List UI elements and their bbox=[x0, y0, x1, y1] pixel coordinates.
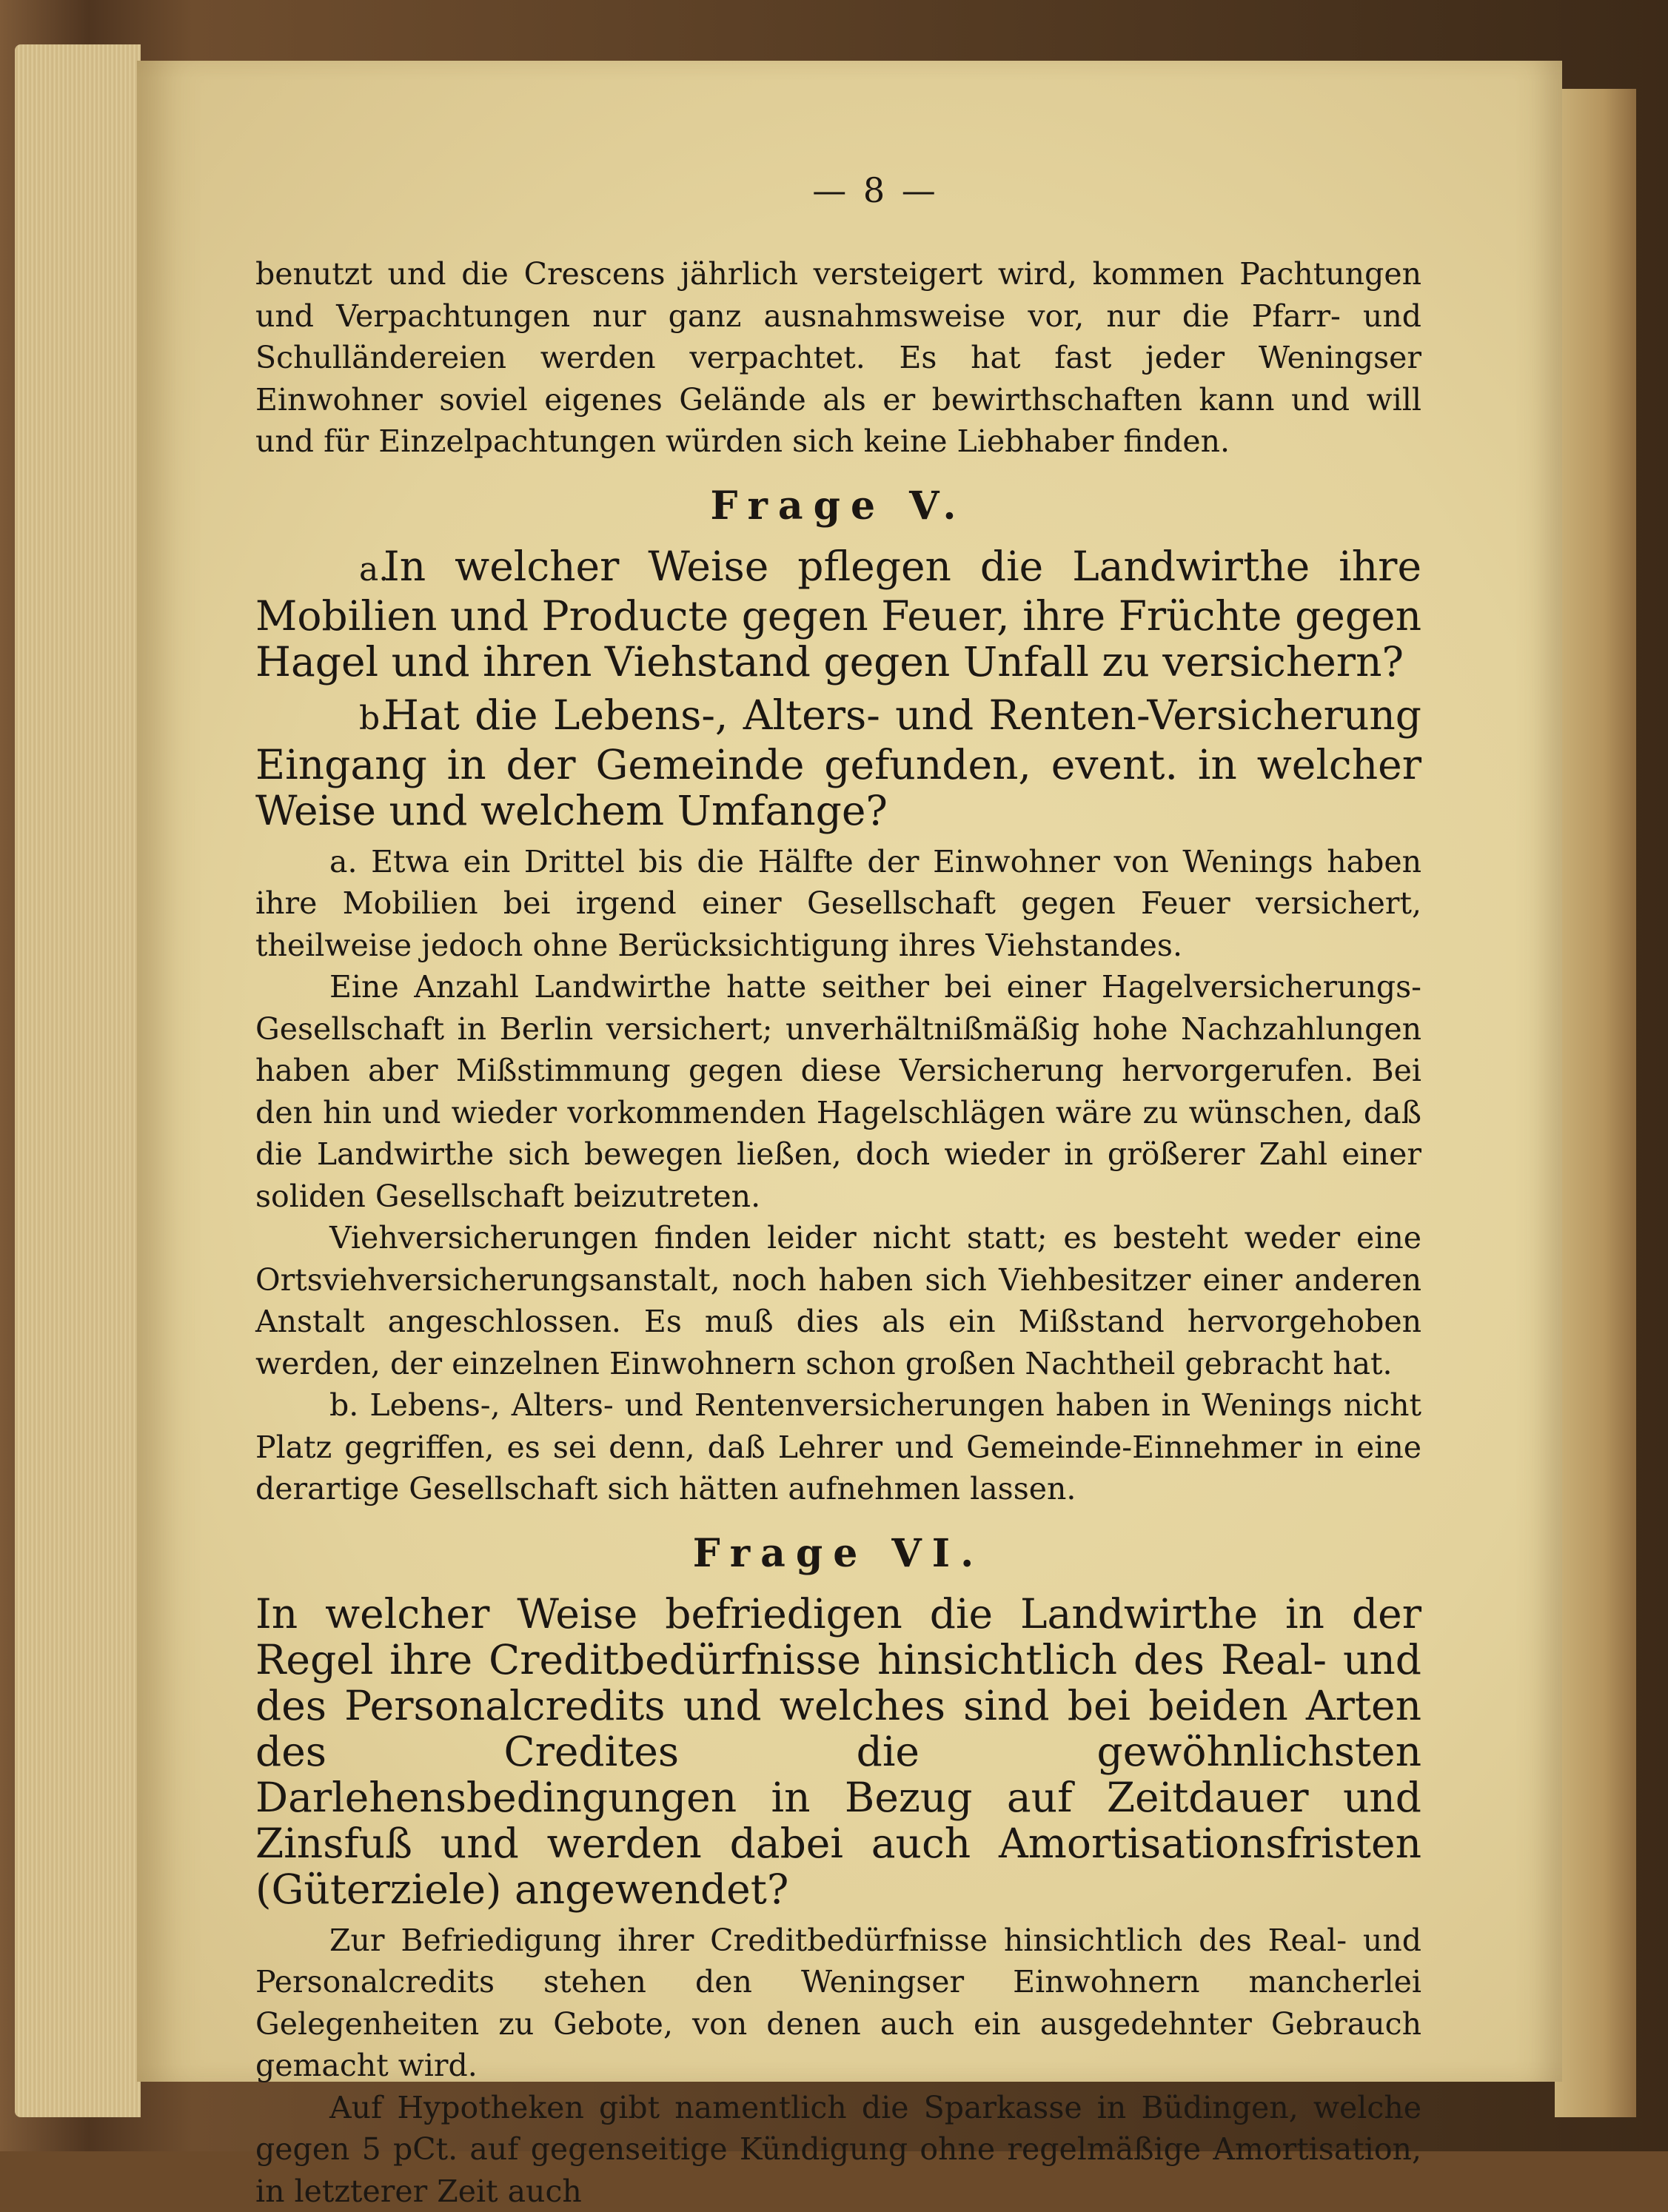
frage-v-question-a bbox=[255, 543, 1421, 685]
answer-b-paragraph bbox=[255, 1384, 1421, 1510]
answer-a-paragraph-3: Viehversicherungen finden leider nicht statt; es besteht weder eine Ortsviehversicherungsanstalt, noch haben sich Viehbesitzer einer anderen Anstalt angeschlossen. Es muß dies als ein Mißstand hervorgehoben werden, der einzelnen Einwohnern schon großen Nachtheil gebracht hat. bbox=[255, 1217, 1421, 1384]
question-a-label: a. bbox=[307, 547, 370, 593]
answer-a-paragraph bbox=[255, 841, 1421, 967]
question-b-text: Hat die Lebens-, Alters- und Renten-Versicherung Eingang in der Gemeinde gefunden, event. in welcher Weise und welchem Umfange? bbox=[255, 691, 1421, 834]
left-page-stack bbox=[15, 44, 141, 2117]
answer-a-text: Etwa ein Drittel bis die Hälfte der Einwohner von Wenings haben ihre Mobilien bei irgend einer Gesellschaft gegen Feuer versichert, theilweise jedoch ohne Berücksichtigung ihres Viehstandes. bbox=[255, 844, 1421, 963]
right-page-edge bbox=[1555, 89, 1636, 2117]
answer-a-label: a. bbox=[329, 844, 357, 879]
answer-b-text: Lebens-, Alters- und Rentenversicherungen haben in Wenings nicht Platz gegriffen, es sei denn, daß Lehrer und Gemeinde-Einnehmer in eine derartige Gesellschaft sich hätten aufnehmen lassen. bbox=[255, 1387, 1421, 1506]
frage-vi-heading: Frage VI. bbox=[255, 1531, 1421, 1576]
frage-vi-answer-2: Auf Hypotheken gibt namentlich die Sparkasse in Büdingen, welche gegen 5 pCt. auf gegenseitige Kündigung ohne regelmäßige Amortisation, in letzterer Zeit auch bbox=[255, 2087, 1421, 2212]
answer-a-paragraph-2: Eine Anzahl Landwirthe hatte seither bei einer Hagelversicherungs-Gesellschaft in Berlin versichert; unverhältnißmäßig hohe Nachzahlungen haben aber Mißstimmung gegen diese Versicherung hervorgerufen. Bei den hin und wieder vorkommenden Hagelschlägen wäre zu wünschen, daß die Landwirthe sich bewegen ließen, doch wieder in größerer Zahl einer soliden Gesellschaft beizutreten. bbox=[255, 966, 1421, 1217]
page-number: — 8 — bbox=[329, 170, 1421, 210]
frage-v-question-b bbox=[255, 692, 1421, 834]
question-b-label: b. bbox=[307, 696, 370, 742]
answer-b-label: b. bbox=[329, 1387, 358, 1423]
intro-paragraph: benutzt und die Crescens jährlich versteigert wird, kommen Pachtungen und Verpachtungen nur ganz ausnahmsweise vor, nur die Pfarr- und Schulländereien werden verpachtet. Es hat fast jeder Weningser Einwohner soviel eigenes Gelände als er bewirthschaften kann und will und für Einzelpachtungen würden sich keine Liebhaber finden. bbox=[255, 253, 1421, 463]
frage-vi-answer-1: Zur Befriedigung ihrer Creditbedürfnisse hinsichtlich des Real- und Personalcredits stehen den Weningser Einwohnern mancherlei Gelegenheiten zu Gebote, von denen auch ein ausgedehnter Gebrauch gemacht wird. bbox=[255, 1920, 1421, 2087]
question-a-text: In welcher Weise pflegen die Landwirthe ihre Mobilien und Producte gegen Feuer, ihre Früchte gegen Hagel und ihren Viehstand gegen Unfall zu versichern? bbox=[255, 543, 1421, 686]
frage-v-heading: Frage V. bbox=[255, 483, 1421, 529]
frage-vi-question: In welcher Weise befriedigen die Landwirthe in der Regel ihre Creditbedürfnisse hinsichtlich des Real- und des Personalcredits und welches sind bei beiden Arten des Credites die gewöhnlichsten Darlehensbedingungen in Bezug auf Zeitdauer und Zinsfuß und werden dabei auch Amortisationsfristen (Güterziele) angewendet? bbox=[255, 1591, 1421, 1912]
page-text bbox=[255, 170, 1421, 2212]
